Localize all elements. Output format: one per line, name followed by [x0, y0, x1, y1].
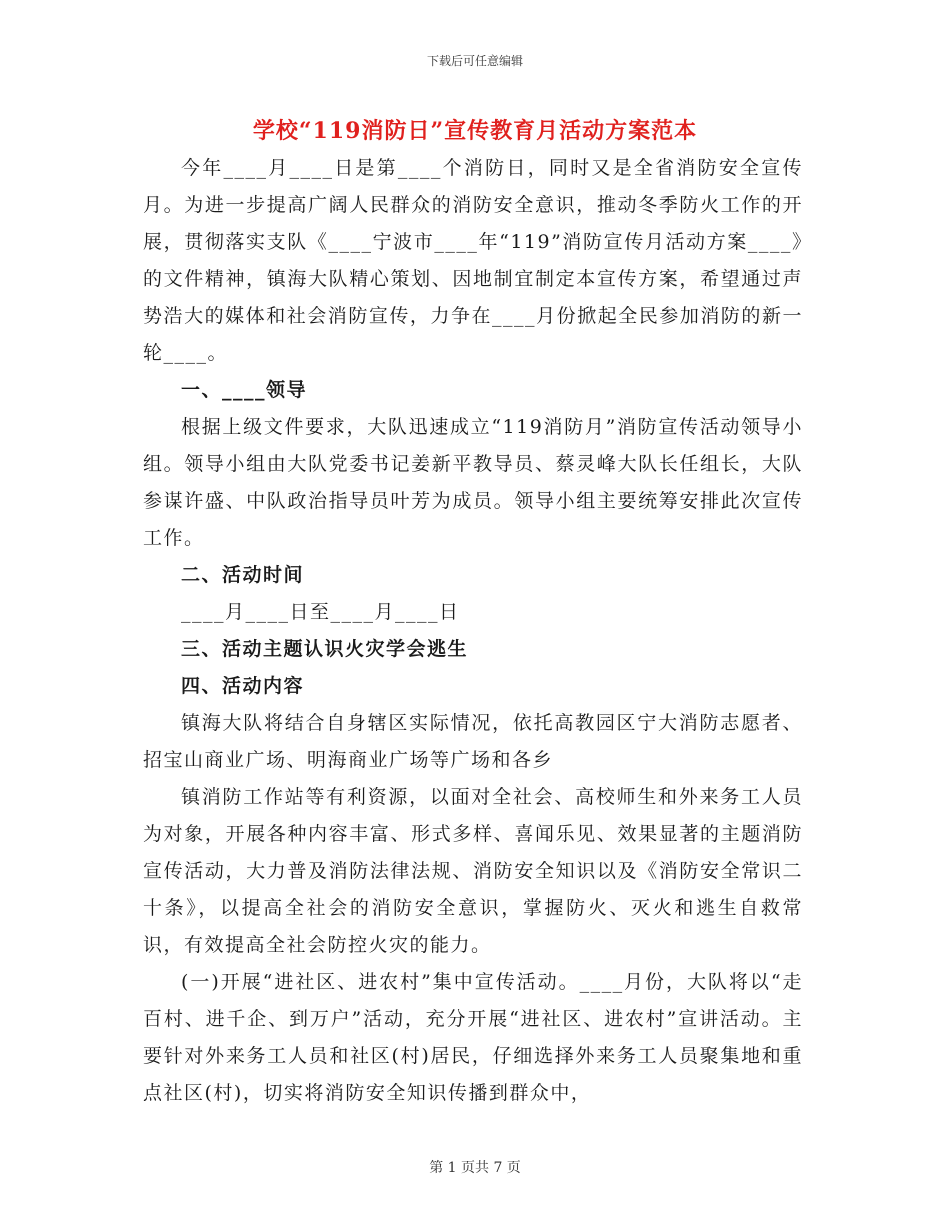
content-paragraph-1: 镇海大队将结合自身辖区实际情况，依托高教园区宁大消防志愿者、招宝山商业广场、明海商业广场等广场和各乡: [143, 712, 803, 771]
section-heading-content: 四、活动内容: [181, 675, 305, 697]
content-paragraph-2: 镇消防工作站等有利资源，以面对全社会、高校师生和外来务工人员为对象，开展各种内容丰富、形式多样、喜闻乐见、效果显著的主题消防宣传活动，大力普及消防法律法规、消防安全知识以及《消防安全常识二十条》，以提高全社会的消防安全意识，掌握防火、灭火和逃生自救常识，有效提高全社会防控火灾的能力。: [143, 786, 803, 956]
document-body: [143, 150, 803, 1112]
section-heading-time: 二、活动时间: [181, 564, 305, 586]
section-heading-theme: 三、活动主题认识火灾学会逃生: [181, 638, 469, 660]
document-title: 学校“119消防日”宣传教育月活动方案范本: [252, 118, 698, 144]
leadership-paragraph: 根据上级文件要求，大队迅速成立“119消防月”消防宣传活动领导小组。领导小组由大队党委书记姜新平教导员、蔡灵峰大队长任组长，大队参谋许盛、中队政治指导员叶芳为成员。领导小组主要统筹安排此次宣传工作。: [143, 416, 803, 549]
intro-paragraph: 今年____月____日是第____个消防日，同时又是全省消防安全宣传月。为进一步提高广阔人民群众的消防安全意识，推动冬季防火工作的开展，贯彻落实支队《____宁波市____年“119”消防宣传月活动方案____》的文件精神，镇海大队精心策划、因地制宜制定本宣传方案，希望通过声势浩大的媒体和社会消防宣传，力争在____月份掀起全民参加消防的新一轮____。: [143, 157, 803, 364]
time-paragraph: ____月____日至____月____日: [181, 601, 460, 623]
header-note: 下载后可任意编辑: [426, 54, 523, 68]
content-paragraph-3: (一)开展“进社区、进农村”集中宣传活动。____月份，大队将以“走百村、进千企、到万户”活动，充分开展“进社区、进农村”宣讲活动。主要针对外来务工人员和社区(村)居民，仔细选择外来务工人员聚集地和重点社区(村)，切实将消防安全知识传播到群众中，: [143, 971, 803, 1104]
section-heading-leadership: 一、____领导: [181, 379, 308, 401]
page-footer: 第 1 页共 7 页: [429, 1160, 521, 1176]
